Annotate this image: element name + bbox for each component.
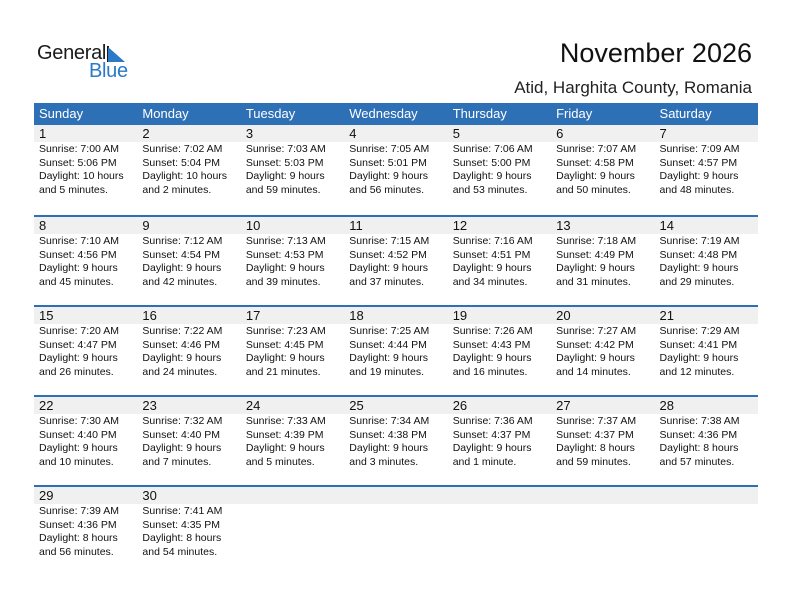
sunset-time: Sunset: 4:38 PM [349, 428, 427, 441]
daylight-hours: Daylight: 9 hours [659, 352, 739, 365]
weeks-container [34, 125, 758, 575]
empty-day-cell [551, 487, 654, 575]
day-cell [551, 125, 654, 215]
day-cell [551, 397, 654, 485]
sunset-time: Sunset: 4:39 PM [245, 428, 324, 441]
daylight-minutes: and 39 minutes. [245, 275, 321, 288]
daylight-minutes: and 56 minutes. [349, 183, 424, 196]
day-cell [137, 217, 240, 305]
sunset-time: Sunset: 5:04 PM [142, 156, 221, 169]
daylight-minutes: and 56 minutes. [39, 545, 114, 558]
day-number: 14 [655, 217, 758, 234]
day-number: 26 [448, 397, 551, 414]
daylight-hours: Daylight: 9 hours [39, 352, 118, 365]
day-info [551, 324, 654, 379]
sunrise-time: Sunrise: 7:16 AM [452, 235, 533, 247]
daylight-hours: Daylight: 9 hours [452, 352, 532, 365]
sunset-time: Sunset: 4:36 PM [39, 518, 117, 531]
day-info [655, 414, 758, 469]
daylight-minutes: and 1 minute. [452, 455, 517, 468]
day-number: 11 [344, 217, 447, 234]
day-number: 30 [137, 487, 240, 504]
sunset-time: Sunset: 4:49 PM [556, 248, 634, 261]
sunset-time: Sunset: 4:57 PM [659, 156, 738, 169]
daylight-hours: Daylight: 8 hours [659, 442, 739, 455]
daylight-minutes: and 5 minutes. [245, 455, 315, 468]
daylight-hours: Daylight: 9 hours [349, 262, 429, 275]
sunset-time: Sunset: 4:58 PM [556, 156, 634, 169]
daylight-hours: Daylight: 9 hours [39, 442, 118, 455]
day-info [448, 414, 551, 469]
sunset-time: Sunset: 4:37 PM [452, 428, 531, 441]
sunrise-time: Sunrise: 7:30 AM [39, 415, 119, 427]
daylight-minutes: and 34 minutes. [452, 275, 528, 288]
day-info [551, 234, 654, 289]
sunrise-time: Sunrise: 7:00 AM [39, 143, 119, 155]
daylight-minutes: and 26 minutes. [39, 365, 114, 378]
sunrise-time: Sunrise: 7:06 AM [452, 143, 533, 155]
daylight-hours: Daylight: 9 hours [39, 262, 118, 275]
daylight-minutes: and 3 minutes. [349, 455, 419, 468]
day-cell [551, 217, 654, 305]
sunrise-time: Sunrise: 7:33 AM [245, 415, 326, 427]
day-number: 3 [241, 125, 344, 142]
day-cell [34, 217, 137, 305]
daylight-minutes: and 14 minutes. [556, 365, 631, 378]
sunset-time: Sunset: 4:40 PM [39, 428, 117, 441]
sunset-time: Sunset: 5:00 PM [452, 156, 531, 169]
sunrise-time: Sunrise: 7:20 AM [39, 325, 119, 337]
day-info [241, 142, 344, 197]
day-number: 7 [655, 125, 758, 142]
day-number: 25 [344, 397, 447, 414]
sunrise-time: Sunrise: 7:39 AM [39, 505, 119, 517]
day-cell [448, 397, 551, 485]
day-cell [448, 125, 551, 215]
sunset-time: Sunset: 4:37 PM [556, 428, 634, 441]
day-number: 28 [655, 397, 758, 414]
day-cell [137, 307, 240, 395]
sunrise-time: Sunrise: 7:07 AM [556, 143, 637, 155]
sunset-time: Sunset: 4:56 PM [39, 248, 117, 261]
day-info [551, 414, 654, 469]
empty-day-band [448, 487, 551, 504]
daylight-hours: Daylight: 8 hours [556, 442, 635, 455]
week-row [34, 125, 758, 215]
daylight-hours: Daylight: 9 hours [349, 170, 429, 183]
sunrise-time: Sunrise: 7:36 AM [452, 415, 533, 427]
day-cell [655, 125, 758, 215]
day-number: 27 [551, 397, 654, 414]
day-info [344, 234, 447, 289]
day-number: 10 [241, 217, 344, 234]
daylight-hours: Daylight: 9 hours [659, 170, 739, 183]
daylight-minutes: and 50 minutes. [556, 183, 631, 196]
daylight-minutes: and 29 minutes. [659, 275, 735, 288]
daylight-minutes: and 16 minutes. [452, 365, 528, 378]
sunset-time: Sunset: 4:52 PM [349, 248, 427, 261]
sunrise-time: Sunrise: 7:12 AM [142, 235, 223, 247]
weekday-wednesday: Wednesday [349, 106, 418, 121]
day-cell [344, 125, 447, 215]
daylight-minutes: and 54 minutes. [142, 545, 218, 558]
daylight-hours: Daylight: 9 hours [452, 170, 532, 183]
logo-word-blue: Blue [89, 60, 128, 82]
weekday-monday: Monday [142, 106, 189, 121]
sunrise-time: Sunrise: 7:13 AM [245, 235, 326, 247]
day-info [34, 504, 137, 559]
daylight-minutes: and 12 minutes. [659, 365, 735, 378]
day-cell [34, 307, 137, 395]
day-info [344, 414, 447, 469]
daylight-hours: Daylight: 9 hours [556, 262, 635, 275]
daylight-hours: Daylight: 9 hours [556, 352, 635, 365]
daylight-minutes: and 7 minutes. [142, 455, 212, 468]
day-cell [34, 125, 137, 215]
sunrise-time: Sunrise: 7:10 AM [39, 235, 119, 247]
daylight-hours: Daylight: 10 hours [142, 170, 228, 183]
day-info [344, 142, 447, 197]
sunset-time: Sunset: 4:41 PM [659, 338, 738, 351]
daylight-minutes: and 2 minutes. [142, 183, 212, 196]
logo-word-general: General [37, 42, 107, 64]
sunrise-time: Sunrise: 7:41 AM [142, 505, 223, 517]
day-cell [655, 307, 758, 395]
daylight-minutes: and 57 minutes. [659, 455, 735, 468]
day-info [655, 324, 758, 379]
daylight-hours: Daylight: 9 hours [245, 170, 325, 183]
daylight-minutes: and 19 minutes. [349, 365, 424, 378]
weekday-saturday: Saturday [659, 106, 712, 121]
day-info [344, 324, 447, 379]
day-number: 16 [137, 307, 240, 324]
sunset-time: Sunset: 4:53 PM [245, 248, 324, 261]
sunrise-time: Sunrise: 7:09 AM [659, 143, 740, 155]
daylight-minutes: and 31 minutes. [556, 275, 631, 288]
daylight-hours: Daylight: 9 hours [142, 352, 222, 365]
empty-day-band [551, 487, 654, 504]
daylight-minutes: and 10 minutes. [39, 455, 114, 468]
empty-day-cell [344, 487, 447, 575]
week-row [34, 305, 758, 395]
calendar-grid [34, 103, 758, 575]
sunrise-time: Sunrise: 7:05 AM [349, 143, 430, 155]
sunrise-time: Sunrise: 7:19 AM [659, 235, 740, 247]
daylight-hours: Daylight: 9 hours [452, 442, 532, 455]
day-number: 13 [551, 217, 654, 234]
daylight-minutes: and 59 minutes. [245, 183, 321, 196]
day-number: 2 [137, 125, 240, 142]
day-number: 4 [344, 125, 447, 142]
day-cell [551, 307, 654, 395]
day-cell [448, 307, 551, 395]
logo [37, 42, 137, 82]
sunset-time: Sunset: 5:01 PM [349, 156, 427, 169]
day-info [137, 324, 240, 379]
sunset-time: Sunset: 4:54 PM [142, 248, 221, 261]
location-subtitle: Atid, Harghita County, Romania [514, 78, 752, 97]
day-number: 5 [448, 125, 551, 142]
page-title: November 2026 [559, 38, 752, 68]
day-info [34, 414, 137, 469]
empty-day-band [655, 487, 758, 504]
day-cell [241, 125, 344, 215]
sunrise-time: Sunrise: 7:22 AM [142, 325, 223, 337]
sunrise-time: Sunrise: 7:18 AM [556, 235, 637, 247]
day-cell [344, 307, 447, 395]
daylight-minutes: and 48 minutes. [659, 183, 735, 196]
day-info [34, 142, 137, 197]
day-info [137, 234, 240, 289]
day-info [448, 234, 551, 289]
day-number: 1 [34, 125, 137, 142]
daylight-hours: Daylight: 8 hours [142, 532, 222, 545]
day-number: 22 [34, 397, 137, 414]
day-number: 18 [344, 307, 447, 324]
empty-day-cell [241, 487, 344, 575]
day-info [655, 142, 758, 197]
sunrise-time: Sunrise: 7:29 AM [659, 325, 740, 337]
day-info [448, 324, 551, 379]
day-cell [655, 397, 758, 485]
daylight-hours: Daylight: 9 hours [142, 442, 222, 455]
daylight-hours: Daylight: 9 hours [349, 352, 429, 365]
daylight-minutes: and 42 minutes. [142, 275, 218, 288]
sunset-time: Sunset: 4:44 PM [349, 338, 427, 351]
day-cell [241, 307, 344, 395]
daylight-hours: Daylight: 9 hours [245, 262, 325, 275]
day-cell [137, 125, 240, 215]
sunset-time: Sunset: 5:03 PM [245, 156, 324, 169]
day-number: 19 [448, 307, 551, 324]
day-cell [344, 217, 447, 305]
daylight-hours: Daylight: 8 hours [39, 532, 118, 545]
day-number: 12 [448, 217, 551, 234]
day-cell [34, 397, 137, 485]
week-row [34, 395, 758, 485]
sunset-time: Sunset: 4:40 PM [142, 428, 221, 441]
day-number: 6 [551, 125, 654, 142]
weekday-tuesday: Tuesday [245, 106, 296, 121]
day-number: 23 [137, 397, 240, 414]
sunrise-time: Sunrise: 7:34 AM [349, 415, 430, 427]
empty-day-cell [448, 487, 551, 575]
daylight-hours: Daylight: 9 hours [245, 442, 325, 455]
day-info [34, 324, 137, 379]
daylight-hours: Daylight: 9 hours [245, 352, 325, 365]
sunrise-time: Sunrise: 7:25 AM [349, 325, 430, 337]
empty-day-band [344, 487, 447, 504]
sunset-time: Sunset: 4:36 PM [659, 428, 738, 441]
day-cell [137, 397, 240, 485]
day-number: 15 [34, 307, 137, 324]
weekday-thursday: Thursday [452, 106, 507, 121]
sunset-time: Sunset: 4:42 PM [556, 338, 634, 351]
sunrise-time: Sunrise: 7:37 AM [556, 415, 637, 427]
daylight-minutes: and 53 minutes. [452, 183, 528, 196]
day-info [551, 142, 654, 197]
daylight-hours: Daylight: 9 hours [452, 262, 532, 275]
week-row [34, 215, 758, 305]
day-info [448, 142, 551, 197]
day-info [34, 234, 137, 289]
day-number: 17 [241, 307, 344, 324]
sunset-time: Sunset: 5:06 PM [39, 156, 117, 169]
daylight-minutes: and 59 minutes. [556, 455, 631, 468]
day-info [137, 142, 240, 197]
sunrise-time: Sunrise: 7:02 AM [142, 143, 223, 155]
day-number: 24 [241, 397, 344, 414]
day-info [241, 414, 344, 469]
day-number: 20 [551, 307, 654, 324]
day-number: 29 [34, 487, 137, 504]
daylight-hours: Daylight: 9 hours [659, 262, 739, 275]
day-info [137, 504, 240, 559]
day-number: 21 [655, 307, 758, 324]
week-row [34, 485, 758, 575]
sunset-time: Sunset: 4:48 PM [659, 248, 738, 261]
empty-day-band [241, 487, 344, 504]
sunrise-time: Sunrise: 7:03 AM [245, 143, 326, 155]
sunrise-time: Sunrise: 7:38 AM [659, 415, 740, 427]
day-info [241, 324, 344, 379]
day-info [241, 234, 344, 289]
sunset-time: Sunset: 4:35 PM [142, 518, 221, 531]
day-cell [448, 217, 551, 305]
day-info [655, 234, 758, 289]
sunrise-time: Sunrise: 7:26 AM [452, 325, 533, 337]
weekday-friday: Friday [556, 106, 593, 121]
daylight-minutes: and 21 minutes. [245, 365, 321, 378]
day-info [137, 414, 240, 469]
daylight-hours: Daylight: 9 hours [142, 262, 222, 275]
day-cell [241, 397, 344, 485]
weekday-sunday: Sunday [39, 106, 84, 121]
daylight-minutes: and 24 minutes. [142, 365, 218, 378]
sunrise-time: Sunrise: 7:15 AM [349, 235, 430, 247]
daylight-hours: Daylight: 10 hours [39, 170, 124, 183]
sunrise-time: Sunrise: 7:23 AM [245, 325, 326, 337]
day-cell [344, 397, 447, 485]
day-number: 8 [34, 217, 137, 234]
sunset-time: Sunset: 4:45 PM [245, 338, 324, 351]
day-cell [137, 487, 240, 575]
sunset-time: Sunset: 4:51 PM [452, 248, 531, 261]
empty-day-cell [655, 487, 758, 575]
weekday-header [34, 103, 758, 125]
daylight-hours: Daylight: 9 hours [349, 442, 429, 455]
daylight-minutes: and 37 minutes. [349, 275, 424, 288]
day-cell [241, 217, 344, 305]
sunset-time: Sunset: 4:43 PM [452, 338, 531, 351]
day-number: 9 [137, 217, 240, 234]
day-cell [34, 487, 137, 575]
daylight-minutes: and 45 minutes. [39, 275, 114, 288]
sunrise-time: Sunrise: 7:27 AM [556, 325, 637, 337]
day-cell [655, 217, 758, 305]
daylight-minutes: and 5 minutes. [39, 183, 108, 196]
sunrise-time: Sunrise: 7:32 AM [142, 415, 223, 427]
sunset-time: Sunset: 4:47 PM [39, 338, 117, 351]
sunset-time: Sunset: 4:46 PM [142, 338, 221, 351]
daylight-hours: Daylight: 9 hours [556, 170, 635, 183]
